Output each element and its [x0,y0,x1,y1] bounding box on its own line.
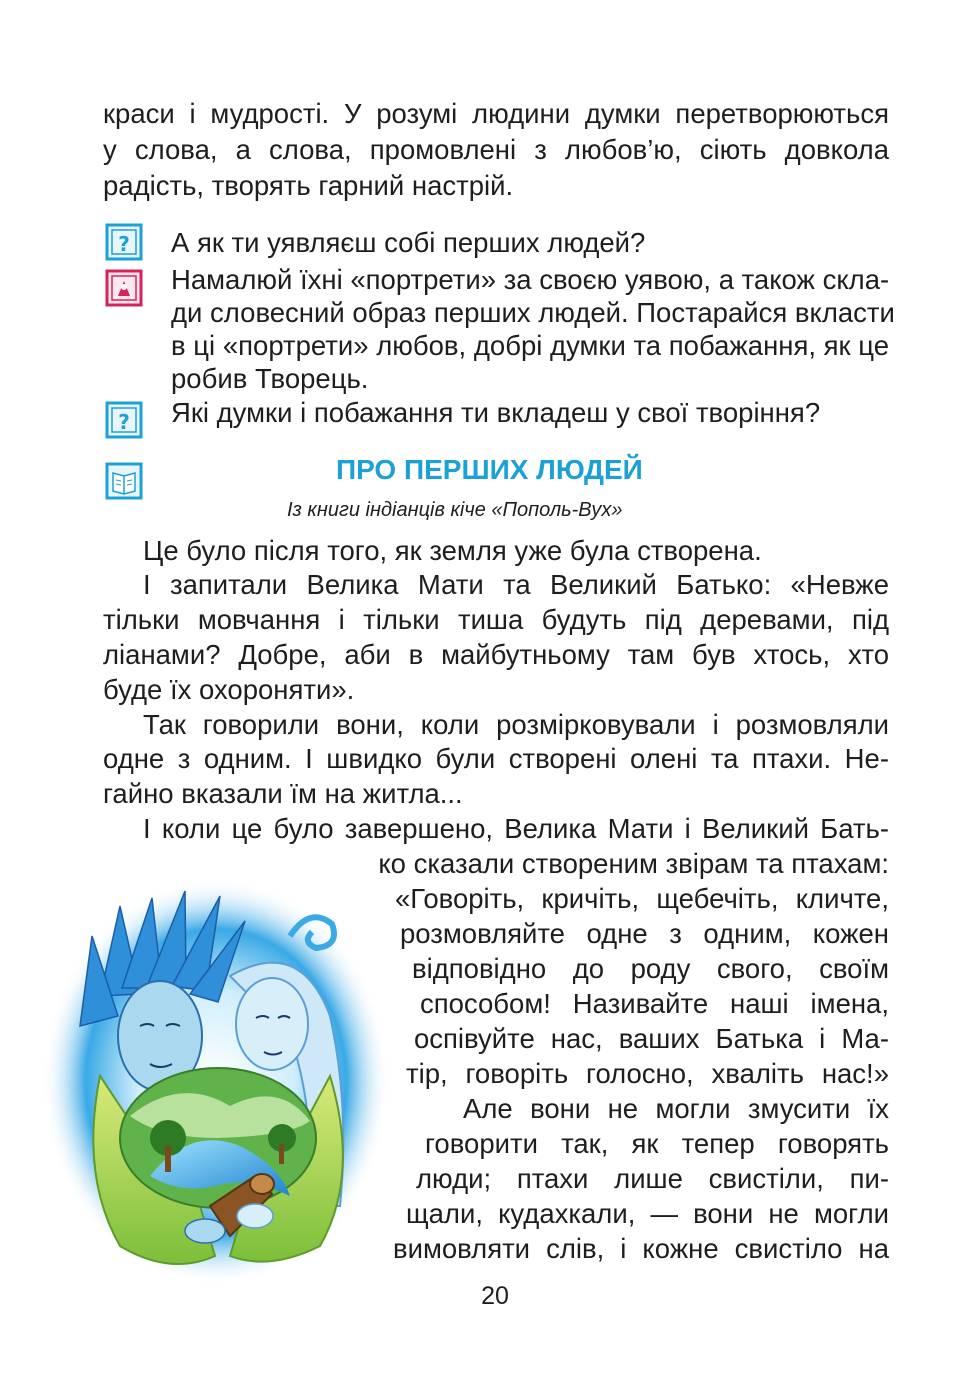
drawing-task-icon [104,268,144,308]
story-line-2: І запитали Велика Мати та Великий Батько: «Невже [143,569,889,600]
intro-line-2: у слова, а слова, промовлені з любов’ю, сіють довкола [103,134,889,165]
task-question-1: А як ти уявляєш собі перших людей? [171,227,646,258]
svg-text:?: ? [118,232,130,256]
story-subtitle: Із книги індіанців кіче «Пополь-Вух» [287,499,623,521]
task-draw-line-3: в ці «портрети» любов, добрі думки та побажання, як це [171,330,889,361]
open-book-icon [104,461,144,501]
story-line-9: І коли це було завершено, Велика Мати і Великий Бать- [143,813,889,844]
story-line-18: говорити так, як тепер говорять [425,1128,889,1159]
story-line-11: «Говоріть, кричіть, щебечіть, кличте, [395,883,889,914]
story-line-3: тільки мовчання і тільки тиша будуть під деревами, під [103,604,889,635]
story-line-5: буде їх охороняти». [103,674,355,705]
story-line-8: гайно вказали їм на житла... [103,778,463,809]
story-title: ПРО ПЕРШИХ ЛЮДЕЙ [336,454,643,485]
svg-text:?: ? [118,410,130,434]
intro-line-3: радість, творять гарний настрій. [103,170,514,201]
story-line-6: Так говорили вони, коли розмірковували і розмовляли [143,709,889,740]
task-draw-line-2: ди словесний образ перших людей. Постарайся вкласти [171,297,895,328]
question-icon-2 [104,400,144,440]
page-number: 20 [481,1282,509,1310]
story-line-1: Це було після того, як земля уже була створена. [143,535,762,566]
creators-illustration [40,876,392,1288]
story-line-10: ко сказали створеним звірам та птахам: [378,848,889,879]
task-question-2: Які думки і побажання ти вкладеш у свої творіння? [171,397,821,428]
story-line-7: одне з одним. І швидко були створені олені та птахи. Не- [103,743,889,774]
story-line-14: способом! Називайте наші імена, [420,988,889,1019]
story-line-4: ліанами? Добре, аби в майбутньому там був хтось, хто [103,639,889,670]
story-line-21: вимовляти слів, і кожне свистіло на [393,1233,889,1264]
story-line-13: відповідно до роду свого, своїм [412,953,889,984]
story-line-17: Але вони не могли змусити їх [463,1093,889,1124]
task-draw-line-1: Намалюй їхні «портрети» за своєю уявою, а також скла- [171,264,890,295]
intro-line-1: краси і мудрості. У розумі людини думки перетворюються [103,98,889,129]
story-line-19: люди; птахи лише свистіли, пи- [416,1163,889,1194]
story-line-16: тір, говоріть голосно, хваліть нас!» [406,1058,889,1089]
story-line-20: щали, кудахкали, — вони не могли [406,1198,889,1229]
story-line-15: оспівуйте нас, ваших Батька і Ма- [414,1023,889,1054]
task-draw-line-4: робив Творець. [171,363,369,394]
story-line-12: розмовляйте одне з одним, кожен [400,918,889,949]
question-icon [104,222,144,262]
